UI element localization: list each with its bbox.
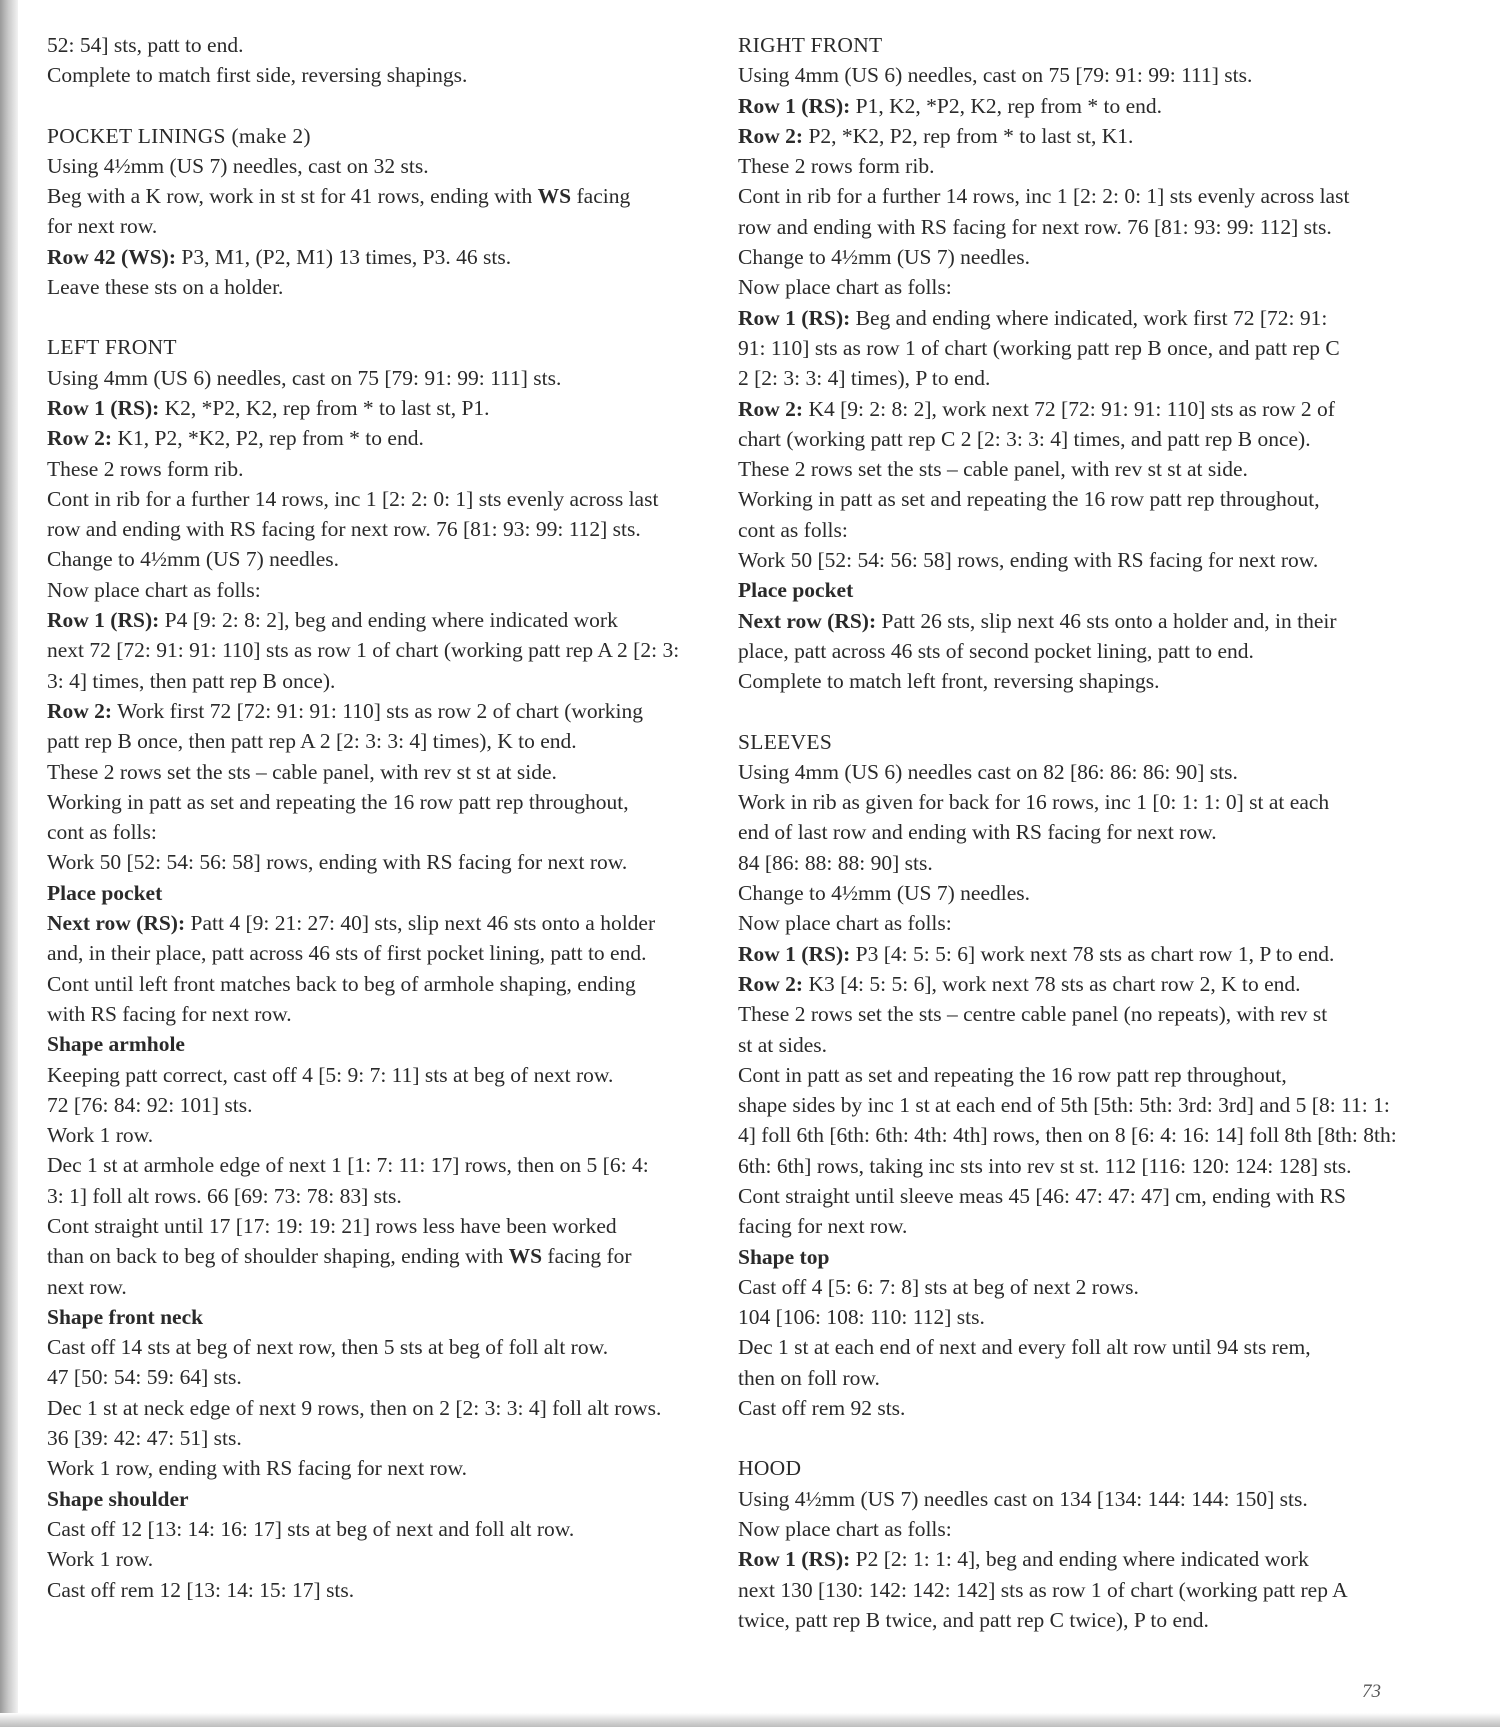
- text-line: [738, 242, 1414, 272]
- line-text: Now place chart as folls:: [738, 1516, 952, 1541]
- text-line: [738, 1393, 1414, 1423]
- line-text: patt rep B once, then patt rep A 2 [2: 3: 3: 4] times), K to end.: [47, 729, 577, 754]
- text-line: [738, 394, 1414, 424]
- text-line: [738, 1484, 1414, 1514]
- line-text: Work in rib as given for back for 16 rows, inc 1 [0: 1: 1: 0] st at each: [738, 790, 1330, 815]
- text-line: [738, 969, 1414, 999]
- text-line: [738, 908, 1414, 938]
- text-line: [47, 635, 722, 665]
- text-line: [738, 1514, 1414, 1544]
- line-text: Cont in patt as set and repeating the 16 row patt rep throughout,: [738, 1062, 1287, 1087]
- text-line: [738, 636, 1414, 666]
- text-line: [47, 1120, 722, 1150]
- text-line: [738, 1181, 1414, 1211]
- line-text: SLEEVES: [738, 729, 833, 754]
- section-heading: [738, 727, 1414, 757]
- row-label: Next row (RS):: [738, 608, 877, 633]
- text-line: [738, 1544, 1414, 1574]
- line-text: Place pocket: [738, 578, 854, 603]
- line-text: 4] foll 6th [6th: 6th: 4th: 4th] rows, then on 8 [6: 4: 16: 14] foll 8th [8th: 8th:: [738, 1123, 1397, 1148]
- line-text: Change to 4½mm (US 7) needles.: [738, 245, 1030, 270]
- line-text: Complete to match left front, reversing shapings.: [738, 669, 1160, 694]
- text-line: [47, 1423, 722, 1453]
- section-heading: [738, 1453, 1414, 1483]
- line-text: Beg with a K row, work in st st for 41 rows, ending with: [47, 184, 538, 209]
- page-number: 73: [1362, 1681, 1381, 1702]
- text-line: [47, 272, 722, 302]
- line-text: chart (working patt rep C 2 [2: 3: 3: 4] times, and patt rep B once).: [738, 426, 1311, 451]
- line-text: Cast off rem 92 sts.: [738, 1396, 906, 1421]
- line-text: These 2 rows set the sts – cable panel, with rev st st at side.: [47, 759, 557, 784]
- row-label: Row 2:: [47, 426, 113, 451]
- text-line: [47, 151, 722, 181]
- line-text: Change to 4½mm (US 7) needles.: [47, 547, 339, 572]
- text-line: [738, 303, 1414, 333]
- line-text: Shape front neck: [47, 1304, 204, 1329]
- row-label: Row 2:: [47, 698, 113, 723]
- text-line: [47, 1453, 722, 1483]
- line-text: place, patt across 46 sts of second pocket lining, patt to end.: [738, 638, 1254, 663]
- text-line: [47, 484, 722, 514]
- text-line: [738, 151, 1414, 181]
- line-text: Cont until left front matches back to beg of armhole shaping, ending: [47, 971, 636, 996]
- text-line: [738, 1090, 1414, 1120]
- text-line: [47, 242, 722, 272]
- line-text: and, in their place, patt across 46 sts of first pocket lining, patt to end.: [47, 941, 647, 966]
- emphasis-text: WS: [537, 184, 572, 209]
- row-label: Row 2:: [738, 971, 804, 996]
- text-line: [738, 1302, 1414, 1332]
- line-text: for next row.: [47, 214, 158, 239]
- line-text: Patt 4 [9: 21: 27: 40] sts, slip next 46 sts onto a holder: [185, 911, 656, 936]
- line-text: Using 4mm (US 6) needles, cast on 75 [79: 91: 99: 111] sts.: [47, 365, 562, 390]
- text-line: [738, 817, 1414, 847]
- line-text: 84 [86: 88: 88: 90] sts.: [738, 850, 933, 875]
- line-text: cont as folls:: [738, 517, 848, 542]
- row-label: Row 1 (RS):: [738, 305, 851, 330]
- line-text: These 2 rows set the sts – cable panel, with rev st st at side.: [738, 457, 1248, 482]
- row-label: Row 42 (WS):: [47, 244, 176, 269]
- left-column: [47, 30, 722, 1605]
- line-text: POCKET LININGS (make 2): [47, 123, 311, 148]
- line-text: Using 4mm (US 6) needles, cast on 75 [79: 91: 99: 111] sts.: [738, 63, 1253, 88]
- text-line: [47, 181, 722, 211]
- line-text: P3, M1, (P2, M1) 13 times, P3. 46 sts.: [176, 244, 512, 269]
- text-line: [47, 30, 722, 60]
- line-text: K1, P2, *K2, P2, rep from * to end.: [112, 426, 424, 451]
- section-heading: [738, 30, 1414, 60]
- text-line: [47, 393, 722, 423]
- line-text: 3: 4] times, then patt rep B once).: [47, 668, 336, 693]
- subsection-heading: [47, 1029, 722, 1059]
- text-line: [738, 484, 1414, 514]
- line-text: These 2 rows form rib.: [47, 456, 244, 481]
- line-text: Using 4½mm (US 7) needles cast on 134 [134: 144: 144: 150] sts.: [738, 1486, 1308, 1511]
- text-line: [738, 333, 1414, 363]
- row-label: Row 1 (RS):: [47, 395, 160, 420]
- subsection-heading: [47, 1302, 722, 1332]
- text-line: [47, 454, 722, 484]
- text-line: [47, 938, 722, 968]
- text-line: [47, 1150, 722, 1180]
- line-text: cont as folls:: [47, 820, 157, 845]
- line-text: Cast off rem 12 [13: 14: 15: 17] sts.: [47, 1577, 355, 1602]
- line-text: K3 [4: 5: 5: 6], work next 78 sts as chart row 2, K to end.: [803, 971, 1301, 996]
- text-line: [47, 757, 722, 787]
- text-line: [47, 1060, 722, 1090]
- text-line: [47, 1332, 722, 1362]
- text-line: [47, 787, 722, 817]
- text-line: [47, 423, 722, 453]
- line-text: Now place chart as folls:: [738, 275, 952, 300]
- text-line: [47, 514, 722, 544]
- emphasis-text: WS: [508, 1244, 543, 1269]
- text-line: [738, 1332, 1414, 1362]
- text-line: [738, 939, 1414, 969]
- line-text: end of last row and ending with RS facing for next row.: [738, 820, 1217, 845]
- line-text: P2, *K2, P2, rep from * to last st, K1.: [803, 123, 1134, 148]
- text-line: [738, 212, 1414, 242]
- line-text: twice, patt rep B twice, and patt rep C twice), P to end.: [738, 1607, 1209, 1632]
- line-text: Work 50 [52: 54: 56: 58] rows, ending with RS facing for next row.: [47, 850, 628, 875]
- line-text: Work 1 row.: [47, 1547, 154, 1572]
- text-line: [738, 666, 1414, 696]
- text-line: [47, 1575, 722, 1605]
- line-text: Keeping patt correct, cast off 4 [5: 9: 7: 11] sts at beg of next row.: [47, 1062, 614, 1087]
- line-text: than on back to beg of shoulder shaping, ending with: [47, 1244, 509, 1269]
- line-text: Shape armhole: [47, 1032, 185, 1057]
- right-column: [738, 30, 1414, 1635]
- line-text: Now place chart as folls:: [738, 911, 952, 936]
- line-text: Cont straight until sleeve meas 45 [46: 47: 47: 47] cm, ending with RS: [738, 1183, 1346, 1208]
- text-line: [47, 605, 722, 635]
- line-text: 47 [50: 54: 59: 64] sts.: [47, 1365, 242, 1390]
- line-text: Cast off 14 sts at beg of next row, then 5 sts at beg of foll alt row.: [47, 1335, 609, 1360]
- line-text: Cast off 4 [5: 6: 7: 8] sts at beg of next 2 rows.: [738, 1274, 1139, 1299]
- line-text: row and ending with RS facing for next row. 76 [81: 93: 99: 112] sts.: [47, 517, 641, 542]
- text-line: [47, 969, 722, 999]
- line-text: 6th: 6th] rows, taking inc sts into rev st st. 112 [116: 120: 124: 128] sts.: [738, 1153, 1352, 1178]
- text-line: [738, 121, 1414, 151]
- line-text: Cont in rib for a further 14 rows, inc 1 [2: 2: 0: 1] sts evenly across last: [47, 486, 659, 511]
- text-line: [47, 363, 722, 393]
- line-text: then on foll row.: [738, 1365, 880, 1390]
- line-text: RIGHT FRONT: [738, 33, 883, 57]
- line-text: next 130 [130: 142: 142: 142] sts as row 1 of chart (working patt rep A: [738, 1577, 1348, 1602]
- text-line: [47, 847, 722, 877]
- line-text: These 2 rows form rib.: [738, 154, 935, 179]
- paragraph-gap: [738, 697, 1414, 727]
- text-line: [47, 575, 722, 605]
- line-text: Now place chart as folls:: [47, 577, 261, 602]
- subsection-heading: [47, 1484, 722, 1514]
- paragraph-gap: [738, 1423, 1414, 1453]
- text-line: [738, 1060, 1414, 1090]
- line-text: with RS facing for next row.: [47, 1001, 292, 1026]
- text-line: [47, 1393, 722, 1423]
- text-line: [738, 545, 1414, 575]
- text-line: [738, 424, 1414, 454]
- row-label: Row 1 (RS):: [738, 93, 851, 118]
- line-text: facing for next row.: [738, 1214, 908, 1239]
- text-line: [738, 1120, 1414, 1150]
- subsection-heading: [738, 1242, 1414, 1272]
- binding-shadow: [0, 0, 18, 1727]
- line-text: st at sides.: [738, 1032, 827, 1057]
- line-text: Cast off 12 [13: 14: 16: 17] sts at beg of next and foll alt row.: [47, 1516, 575, 1541]
- text-line: [738, 454, 1414, 484]
- subsection-heading: [738, 575, 1414, 605]
- text-line: [47, 1272, 722, 1302]
- text-line: [738, 91, 1414, 121]
- line-text-tail: facing: [571, 184, 631, 209]
- line-text: next 72 [72: 91: 91: 110] sts as row 1 of chart (working patt rep A 2 [2: 3:: [47, 638, 680, 663]
- row-label: Next row (RS):: [47, 911, 186, 936]
- subsection-heading: [47, 878, 722, 908]
- text-line: [47, 1090, 722, 1120]
- text-line: [47, 1241, 722, 1271]
- row-label: Row 1 (RS):: [738, 941, 851, 966]
- line-text: 2 [2: 3: 3: 4] times), P to end.: [738, 366, 991, 391]
- line-text: Complete to match first side, reversing shapings.: [47, 63, 468, 88]
- text-line: [738, 181, 1414, 211]
- row-label: Row 1 (RS):: [738, 1547, 851, 1572]
- text-line: [738, 272, 1414, 302]
- text-line: [47, 696, 722, 726]
- line-text: 52: 54] sts, patt to end.: [47, 33, 244, 57]
- text-line: [738, 757, 1414, 787]
- text-line: [738, 515, 1414, 545]
- line-text: Work 1 row, ending with RS facing for next row.: [47, 1456, 468, 1481]
- line-text: 36 [39: 42: 47: 51] sts.: [47, 1426, 242, 1451]
- line-text: 104 [106: 108: 110: 112] sts.: [738, 1305, 985, 1330]
- line-text-tail: facing for: [542, 1244, 632, 1269]
- line-text: Dec 1 st at each end of next and every foll alt row until 94 sts rem,: [738, 1335, 1311, 1360]
- text-line: [47, 60, 722, 90]
- line-text: K4 [9: 2: 8: 2], work next 72 [72: 91: 91: 110] sts as row 2 of: [803, 396, 1335, 421]
- text-line: [47, 726, 722, 756]
- line-text: Cont straight until 17 [17: 19: 19: 21] rows less have been worked: [47, 1213, 617, 1238]
- text-line: [738, 60, 1414, 90]
- section-heading: [47, 121, 722, 151]
- line-text: shape sides by inc 1 st at each end of 5th [5th: 5th: 3rd: 3rd] and 5 [8: 11: 1:: [738, 1093, 1390, 1118]
- text-line: [738, 1030, 1414, 1060]
- text-line: [47, 1211, 722, 1241]
- line-text: These 2 rows set the sts – centre cable panel (no repeats), with rev st: [738, 1002, 1328, 1027]
- text-line: [738, 787, 1414, 817]
- text-line: [738, 1605, 1414, 1635]
- text-line: [47, 211, 722, 241]
- text-line: [738, 1211, 1414, 1241]
- text-line: [47, 1514, 722, 1544]
- text-line: [738, 1575, 1414, 1605]
- line-text: Using 4½mm (US 7) needles, cast on 32 sts.: [47, 153, 429, 178]
- text-line: [47, 1544, 722, 1574]
- page-edge-shadow: [0, 1713, 1500, 1727]
- line-text: Work 1 row.: [47, 1123, 154, 1148]
- text-line: [738, 1272, 1414, 1302]
- text-line: [47, 1362, 722, 1392]
- text-line: [47, 908, 722, 938]
- paragraph-gap: [47, 302, 722, 332]
- line-text: P4 [9: 2: 8: 2], beg and ending where indicated work: [159, 608, 618, 633]
- line-text: 72 [76: 84: 92: 101] sts.: [47, 1092, 253, 1117]
- paragraph-gap: [47, 91, 722, 121]
- text-line: [738, 1151, 1414, 1181]
- line-text: Working in patt as set and repeating the 16 row patt rep throughout,: [738, 487, 1320, 512]
- line-text: Beg and ending where indicated, work first 72 [72: 91:: [850, 305, 1328, 330]
- line-text: Work 50 [52: 54: 56: 58] rows, ending with RS facing for next row.: [738, 548, 1319, 573]
- line-text: Shape top: [738, 1244, 830, 1269]
- line-text: Dec 1 st at armhole edge of next 1 [1: 7: 11: 17] rows, then on 5 [6: 4:: [47, 1153, 649, 1178]
- line-text: next row.: [47, 1274, 127, 1299]
- line-text: Work first 72 [72: 91: 91: 110] sts as row 2 of chart (working: [112, 698, 644, 723]
- text-line: [47, 999, 722, 1029]
- line-text: Dec 1 st at neck edge of next 9 rows, then on 2 [2: 3: 3: 4] foll alt rows.: [47, 1395, 662, 1420]
- line-text: Leave these sts on a holder.: [47, 275, 284, 300]
- line-text: Shape shoulder: [47, 1486, 189, 1511]
- line-text: 91: 110] sts as row 1 of chart (working patt rep B once, and patt rep C: [738, 335, 1340, 360]
- section-heading: [47, 332, 722, 362]
- line-text: P2 [2: 1: 1: 4], beg and ending where indicated work: [850, 1547, 1309, 1572]
- line-text: LEFT FRONT: [47, 335, 177, 360]
- line-text: Place pocket: [47, 880, 163, 905]
- line-text: Patt 26 sts, slip next 46 sts onto a holder and, in their: [876, 608, 1337, 633]
- text-line: [738, 363, 1414, 393]
- line-text: Cont in rib for a further 14 rows, inc 1 [2: 2: 0: 1] sts evenly across last: [738, 184, 1350, 209]
- line-text: P1, K2, *P2, K2, rep from * to end.: [850, 93, 1163, 118]
- text-line: [738, 878, 1414, 908]
- text-line: [47, 544, 722, 574]
- text-line: [47, 666, 722, 696]
- line-text: K2, *P2, K2, rep from * to last st, P1.: [159, 395, 490, 420]
- text-line: [738, 1363, 1414, 1393]
- line-text: Change to 4½mm (US 7) needles.: [738, 881, 1030, 906]
- line-text: P3 [4: 5: 5: 6] work next 78 sts as chart row 1, P to end.: [850, 941, 1335, 966]
- text-line: [738, 848, 1414, 878]
- line-text: 3: 1] foll alt rows. 66 [69: 73: 78: 83] sts.: [47, 1183, 402, 1208]
- line-text: Using 4mm (US 6) needles cast on 82 [86: 86: 86: 90] sts.: [738, 759, 1238, 784]
- row-label: Row 2:: [738, 123, 804, 148]
- text-line: [47, 817, 722, 847]
- line-text: row and ending with RS facing for next row. 76 [81: 93: 99: 112] sts.: [738, 214, 1332, 239]
- row-label: Row 2:: [738, 396, 804, 421]
- text-line: [47, 1181, 722, 1211]
- line-text: Working in patt as set and repeating the 16 row patt rep throughout,: [47, 789, 629, 814]
- text-line: [738, 999, 1414, 1029]
- text-line: [738, 606, 1414, 636]
- line-text: HOOD: [738, 1456, 802, 1481]
- row-label: Row 1 (RS):: [47, 608, 160, 633]
